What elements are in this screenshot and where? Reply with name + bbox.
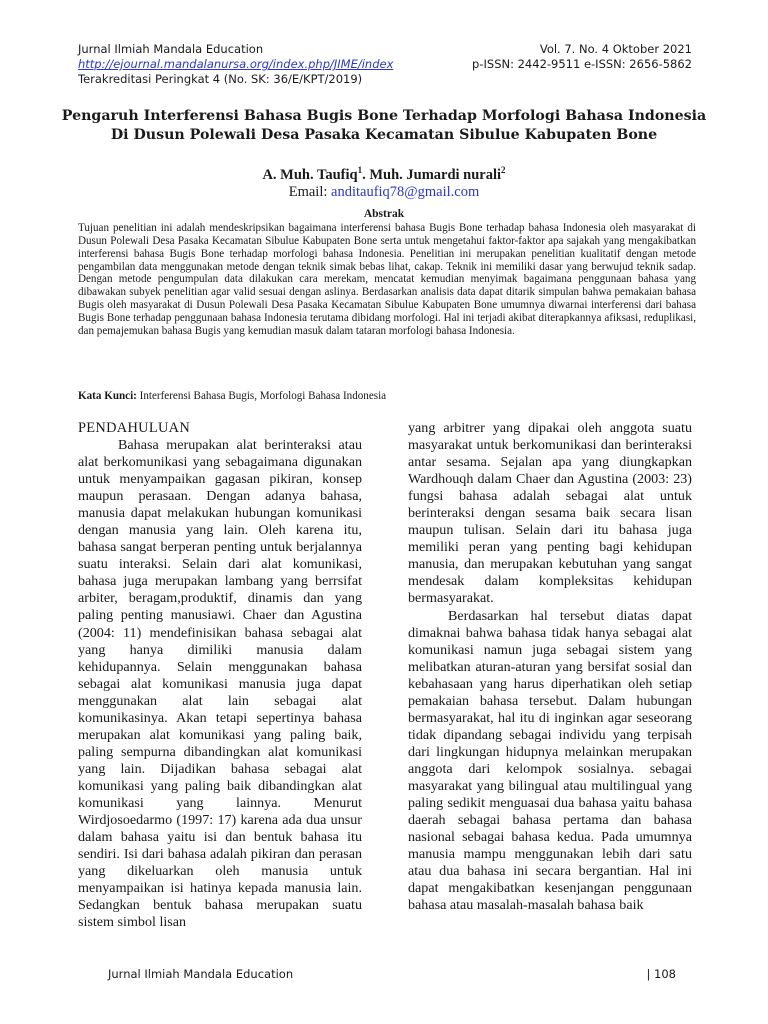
journal-name: Jurnal Ilmiah Mandala Education xyxy=(78,42,264,56)
author-names xyxy=(60,162,708,184)
keywords-line xyxy=(78,390,696,402)
author-1: A. Muh. Taufiq xyxy=(262,166,358,183)
abstract-heading: Abstrak xyxy=(363,208,405,220)
running-header-left xyxy=(78,42,393,87)
running-header-right xyxy=(472,42,692,72)
section-heading: PENDAHULUAN xyxy=(78,420,191,436)
issn-info: p-ISSN: 2442-9511 e-ISSN: 2656-5862 xyxy=(472,57,692,71)
author-1-affil: 1 xyxy=(357,165,363,175)
body-column-left xyxy=(78,420,362,931)
author-block xyxy=(60,162,708,201)
paragraph: yang arbitrer yang dipakai oleh anggota suatu masyarakat untuk berkomunikasi dan berinteraksi antar sesama. Sejalan apa yang diungkapkan Wardhouqh dalam Chaer dan Agustina (2003: 23) fungsi bahasa adalah sebagai alat untuk berinteraksi dengan sesama baik secara lisan maupun tulisan. Selain dari itu bahasa juga memiliki peran yang penting bagi kehidupan manusia, dan merupakan kebutuhan yang sangat mendesak dalam kompleksitas kehidupan bermasyarakat. xyxy=(408,420,692,607)
body-column-right xyxy=(408,420,692,914)
author-2-affil: 2 xyxy=(501,165,506,175)
author-separator: . xyxy=(362,166,370,183)
page-number: | 108 xyxy=(646,967,676,981)
keywords-label: Kata Kunci: xyxy=(78,390,140,402)
journal-url-link[interactable]: http://ejournal.mandalanursa.org/index.php/JIME/index xyxy=(78,57,394,71)
footer-journal-name: Jurnal Ilmiah Mandala Education xyxy=(108,967,294,981)
paragraph: Bahasa merupakan alat berinteraksi atau alat berkomunikasi yang sebagaimana digunakan untuk menyampaikan gagasan pikiran, konsep maupun perasaan. Dengan adanya bahasa, manusia dapat melakukan hubungan komunikasi dengan manusia yang lain. Oleh karena itu, bahasa sangat berperan penting untuk berjalannya suatu interaksi. Selain dari alat komunikasi, bahasa juga merupakan lambang yang berrsifat arbiter, beragam,produktif, dinamis dan yang paling penting manusiawi. Chaer dan Agustina (2004: 11) mendefinisikan bahasa sebagai alat yang hanya dimiliki manusia dalam kehidupannya. Selain menggunakan bahasa sebagai alat komunikasi manusia juga dapat menggunakan alat lain sebagai alat komunikasinya. Akan tetapi sepertinya bahasa merupakan alat komunikasi yang paling baik, paling sempurna dibandingkan alat komunikasi yang lain. Dijadikan bahasa sebagai alat komunikasi yang paling baik dibandingkan alat komunikasi yang lainnya. Menurut Wirdjosoedarmo (1997: 17) karena ada dua unsur dalam bahasa yaitu isi dan bentuk bahasa itu sendiri. Isi dari bahasa adalah pikiran dan perasan yang dikeluarkan oleh manusia untuk menyampaikan isi hatinya kepada manusia lain. Sedangkan bentuk bahasa merupakan suatu sistem simbol lisan xyxy=(78,437,362,931)
email-link[interactable]: anditaufiq78@gmail.com xyxy=(331,183,480,200)
accreditation-text: Terakreditasi Peringkat 4 (No. SK: 36/E/KPT/2019) xyxy=(78,72,363,86)
author-2: Muh. Jumardi nurali xyxy=(369,166,502,183)
paragraph: Berdasarkan hal tersebut diatas dapat dimaknai bahwa bahasa tidak hanya sebagai alat komunikasi namun juga sebagai sistem yang melibatkan aturan-aturan yang bersifat sosial dan kebahasaan yang harus diperhatikan oleh setiap pemakaian bahasa tersebut. Dalam hubungan bermasyarakat, hal itu di inginkan agar seseorang tidak dipandang sebagai individu yang terpisah dari lingkungan hidupnya melainkan merupakan anggota dari kelompok sosialnya. sebagai masyarakat yang bilingual atau multilingual yang paling sedikit menguasai dua bahasa yaitu bahasa daerah sebagai bahasa pertama dan bahasa nasional sebagai bahasa kedua. Pada umumnya manusia mampu menggunakan lebih dari satu atau dua bahasa ini secara bergantian. Hal ini dapat mengakibatkan kesenjangan penggunaan bahasa atau masalah-masalah bahasa baik xyxy=(408,607,692,914)
volume-info: Vol. 7. No. 4 Oktober 2021 xyxy=(539,42,692,56)
email-label: Email: xyxy=(288,183,332,200)
keywords-text: Interferensi Bahasa Bugis, Morfologi Bahasa Indonesia xyxy=(139,390,387,402)
email-line xyxy=(60,184,708,201)
abstract-text: Tujuan penelitian ini adalah mendeskripsikan bagaimana interferensi bahasa Bugis Bone terhadap bahasa Indonesia oleh masyarakat di Dusun Polewali Desa Pasaka Kecamatan Sibulue Kabupaten Bone serta untuk mengetahui faktor-faktor apa sajakah yang mengakibatkan interferensi bahasa Bugis Bone terhadap morfologi bahasa Indonesia. Penelitian ini merupakan penelitian kualitatif dengan metode pengambilan data menggunakan metode dengan teknik simak bebas lihat, cakap. Teknik ini memiliki dasar yang berwujud teknik sadap. Dengan metode pengumpulan data dilakukan cara merekam, mencatat kemudian menyimak bagaimana penggunaan bahasa yang dibawakan subyek penelitian agar valid sesuai dengan aslinya. Berdasarkan analisis data dapat ditarik simpulan bahwa pemakaian bahasa Bugis oleh masyarakat di Dusun Polewali Desa Pasaka Kecamatan Sibulue Kabupaten Bone umumnya diwarnai interferensi dari bahasa Bugis Bone terhadap penggunaan bahasa Indonesia terutama dibidang morfologi. Hal ini terjadi akibat diterapkannya afiksasi, reduplikasi, dan pemajemukan bahasa Bugis yang kemudian masuk dalam tataran morfologi bahasa Indonesia. xyxy=(78,222,696,337)
paper-title: Pengaruh Interferensi Bahasa Bugis Bone Terhadap Morfologi Bahasa Indonesia Di Dusun Polewali Desa Pasaka Kecamatan Sibulue Kabupaten Bone xyxy=(61,108,707,143)
